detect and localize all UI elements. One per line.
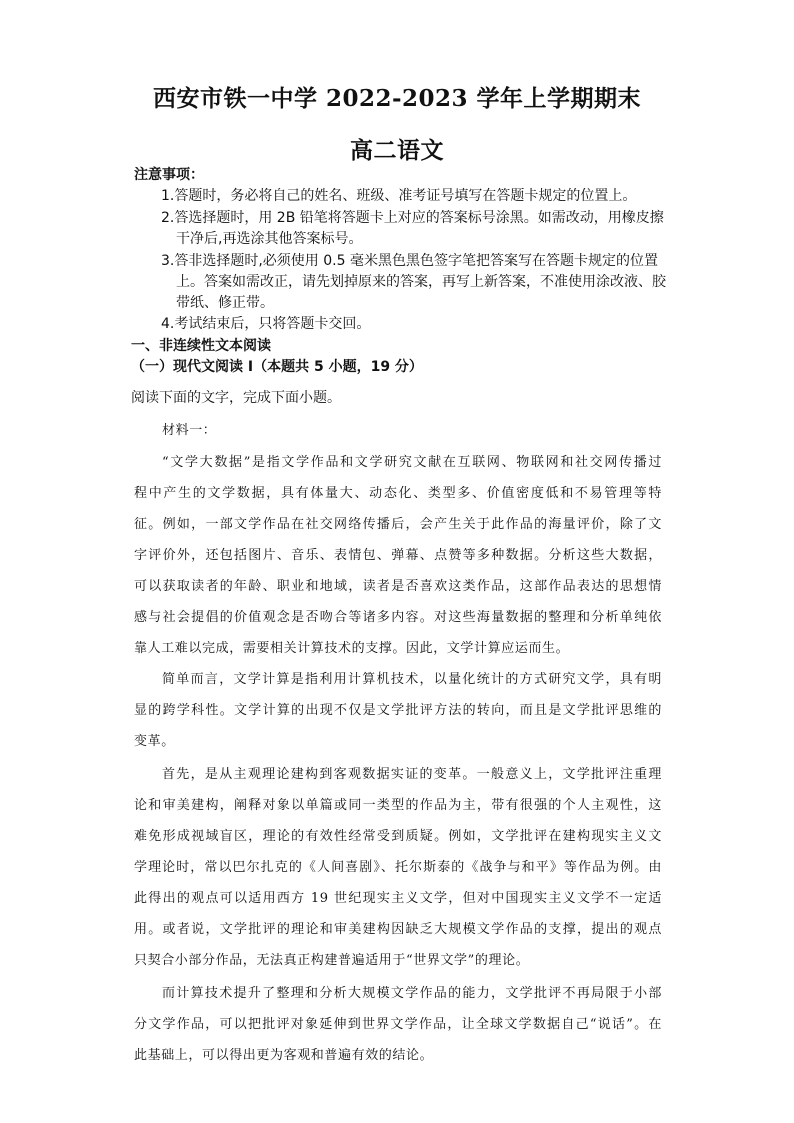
passage-line: “文学大数据”是指文学作品和文学研究文献在互联网、物联网和社交网传播过 — [162, 455, 662, 470]
passage-line: 变革。 — [134, 734, 175, 749]
passage-line: 论和审美建构，阐释对象以单篇或同一类型的作品为主，带有很强的个人主观性，这 — [134, 798, 662, 813]
passage-line: 字评价外，还包括图片、音乐、表情包、弹幕、点赞等多种数据。分析这些大数据， — [134, 548, 662, 563]
passage-line: 靠人工难以完成，需要相关计算技术的支撑。因此，文学计算应运而生。 — [134, 641, 570, 656]
passage-line: 感与社会提倡的价值观念是否吻合等诸多内容。对这些海量数据的整理和分析单纯依 — [134, 610, 662, 625]
subject-title: 高二语文 — [350, 137, 444, 164]
reading-instruction: 阅读下面的文字，完成下面小题。 — [131, 390, 341, 406]
passage-line: 首先，是从主观理论建构到客观数据实证的变革。一般意义上，文学批评注重理 — [162, 767, 662, 782]
notice-item-2-cont: 干净后,再选涂其他答案标号。 — [176, 231, 363, 247]
passage-line: 显的跨学科性。文学计算的出现不仅是文学批评方法的转向，而且是文学批评思维的 — [134, 703, 662, 718]
notice-item-2: 2.答选择题时，用 2B 铅笔将答题卡上对应的答案标号涂黑。如需改动，用橡皮擦 — [161, 210, 664, 226]
notice-item-3: 3.答非选择题时,必须使用 0.5 毫米黑色黑色签字笔把答案写在答题卡规定的位置 — [161, 253, 658, 269]
passage-line: 程中产生的文学数据，具有体量大、动态化、类型多、价值密度低和不易管理等特 — [134, 486, 662, 501]
notice-item-3-cont: 上。答案如需改正，请先划掉原来的答案，再写上新答案，不准使用涂改液、胶 — [176, 274, 666, 290]
passage-line: 而计算技术提升了整理和分析大规模文学作品的能力，文学批评不再局限于小部 — [162, 986, 662, 1001]
passage-line: 学理论时，常以巴尔扎克的《人间喜剧》、托尔斯泰的《战争与和平》等作品为例。由 — [134, 860, 662, 875]
exam-title: 西安市铁一中学 2022-2023 学年上学期期末 — [152, 85, 642, 112]
section-heading: 一、非连续性文本阅读 — [131, 338, 271, 354]
passage-line: 征。例如，一部文学作品在社交网络传播后，会产生关于此作品的海量评价，除了文 — [134, 517, 662, 532]
passage-line: 只契合小部分作品，无法真正构建普遍适用于“世界文学”的理论。 — [134, 953, 530, 968]
passage-line: 分文学作品，可以把批评对象延伸到世界文学作品，让全球文学数据自己“说话”。在 — [134, 1017, 662, 1032]
passage-line: 用。或者说，文学批评的理论和审美建构因缺乏大规模文学作品的支撑，提出的观点 — [134, 922, 662, 937]
passage-line: 简单而言，文学计算是指利用计算机技术，以量化统计的方式研究文学，具有明 — [162, 672, 662, 687]
notice-heading: 注意事项： — [134, 167, 204, 183]
notice-item-3-cont2: 带纸、修正带。 — [176, 295, 274, 311]
passage-line: 此得出的观点可以适用西方 19 世纪现实主义文学，但对中国现实主义文学不一定适 — [134, 891, 662, 906]
passage-line: 可以获取读者的年龄、职业和地域，读者是否喜欢这类作品，这部作品表达的思想情 — [134, 579, 662, 594]
passage-line: 难免形成视域盲区，理论的有效性经常受到质疑。例如，文学批评在建构现实主义文 — [134, 829, 662, 844]
notice-item-1: 1.答题时，务必将自己的姓名、班级、准考证号填写在答题卡规定的位置上。 — [161, 188, 637, 204]
subsection-heading: （一）现代文阅读 I（本题共 5 小题，19 分） — [131, 359, 423, 375]
passage-line: 此基础上，可以得出更为客观和普遍有效的结论。 — [134, 1048, 434, 1063]
notice-item-4: 4.考试结束后，只将答题卡交回。 — [161, 316, 371, 332]
material-label: 材料一： — [162, 423, 217, 438]
